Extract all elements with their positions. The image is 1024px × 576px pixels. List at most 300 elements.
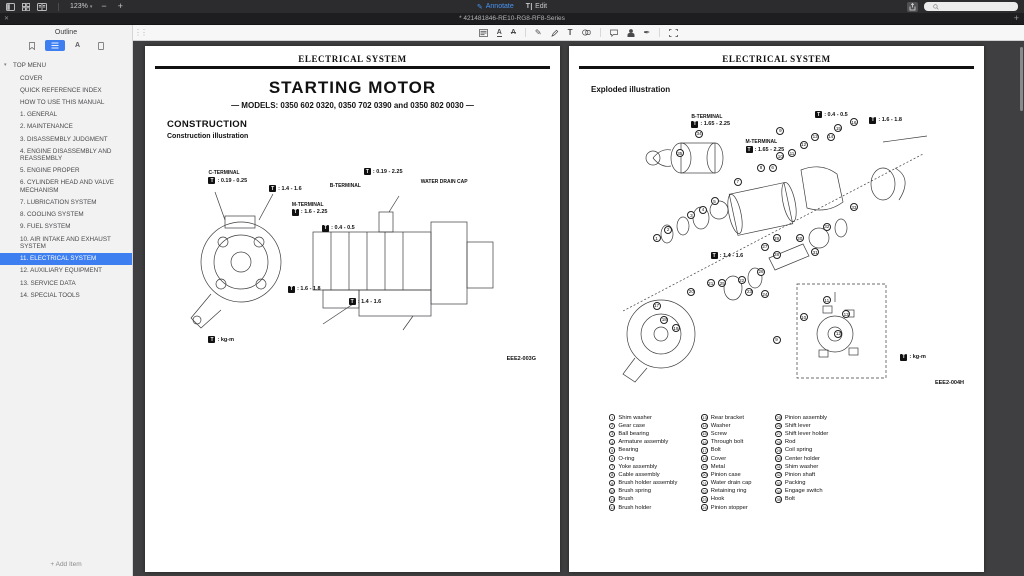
part-item (775, 495, 828, 503)
part-callout-number: 12 (801, 142, 807, 148)
outline-item-label: TOP MENU (13, 62, 47, 70)
part-callout-number: 17 (653, 303, 660, 309)
part-callout-number: 14 (828, 134, 834, 140)
part-callout-number: 5 (711, 197, 719, 205)
top-toolbar (0, 0, 1024, 13)
figure-code: EEE2-003G (506, 355, 536, 362)
part-number: 17 (702, 447, 707, 453)
part-callout-number: 33 (851, 204, 857, 210)
part-number: 7 (609, 464, 615, 470)
outline-item[interactable] (0, 221, 132, 233)
part-number: 2 (609, 423, 615, 429)
part-name: Rear bracket (710, 414, 744, 421)
outline-item-label: 6. CYLINDER HEAD AND VALVE MECHANISM (20, 179, 114, 194)
torque-value: : kg-m (909, 354, 926, 361)
part-name: Rod (784, 439, 796, 446)
part-callout-number: 31 (812, 249, 818, 255)
outline-item-label: 7. LUBRICATION SYSTEM (20, 199, 97, 207)
part-item (701, 479, 751, 487)
torque-label (746, 139, 785, 153)
parts-list (609, 414, 984, 512)
zoom-level-dropdown[interactable] (70, 3, 92, 10)
outline-item-label: 14. SPECIAL TOOLS (20, 291, 80, 299)
part-callout-number: 12 (835, 331, 841, 337)
part-number: 30 (776, 456, 781, 462)
part-item (775, 422, 828, 430)
add-item-button[interactable]: + Add Item (50, 561, 82, 568)
torque-value: : 1.6 - 1.8 (297, 286, 321, 293)
construction-illustration (163, 154, 542, 364)
part-callout-number: 9 (776, 127, 784, 135)
part-item (609, 422, 677, 430)
terminal-name: M-TERMINAL (291, 201, 324, 208)
part-name: Cover (710, 455, 727, 462)
outline-item[interactable] (0, 277, 132, 289)
terminal-name: WATER DRAIN CAP (420, 178, 468, 185)
part-callout-number: 27 (762, 244, 768, 249)
sidebar-title: Outline (54, 29, 78, 36)
part-number: 14 (702, 423, 707, 429)
document-tab-title[interactable]: * 421481846-RE10-RG8-RF8-Series (459, 15, 565, 22)
part-item (609, 463, 677, 471)
terminal-name: B-TERMINAL (329, 182, 361, 189)
part-number: 5 (609, 447, 615, 453)
page-title: STARTING MOTOR (268, 77, 437, 97)
part-name: Bolt (710, 447, 721, 454)
part-number: 6 (609, 455, 615, 461)
torque-label (269, 185, 302, 192)
outline-item-label: 3. DISASSEMBLY JUDGMENT (20, 135, 108, 143)
part-item (701, 446, 751, 454)
part-name: Yoke assembly (618, 463, 658, 470)
torque-label (208, 170, 247, 184)
part-callout-number: 18 (661, 317, 667, 323)
part-callout-number: 16 (851, 119, 857, 125)
part-name: Screw (710, 430, 727, 437)
torque-value: : 0.19 - 2.25 (372, 168, 403, 175)
torque-symbol-icon: T (871, 117, 875, 124)
part-item (701, 471, 751, 479)
outline-item-label: QUICK REFERENCE INDEX (20, 86, 102, 94)
part-name: Shift lever (784, 422, 811, 429)
models-line: — MODELS: 0350 602 0320, 0350 702 0390 and 0350 802 0030 — (231, 100, 474, 110)
part-callout-number: 1 (653, 234, 661, 242)
thumbnail-grid-button[interactable] (22, 3, 30, 11)
part-name: Pinion stopper (710, 504, 748, 511)
outline-item[interactable] (0, 177, 132, 197)
outline-item-label: 8. COOLING SYSTEM (20, 211, 84, 219)
part-number: 19 (702, 464, 707, 470)
part-number: 21 (702, 480, 707, 486)
part-name: Hook (710, 496, 725, 503)
part-name: O-ring (618, 455, 635, 462)
part-callout-number: 3 (687, 211, 695, 219)
torque-symbol-icon: T (290, 286, 294, 293)
part-name: Bolt (784, 496, 795, 503)
torque-symbol-icon: T (902, 354, 906, 361)
terminal-name: C-TERMINAL (208, 170, 240, 177)
outline-tree (0, 55, 132, 554)
chevron-down-icon: ▾ (89, 3, 93, 10)
part-callout-number: 13 (812, 134, 818, 140)
part-name: Washer (710, 422, 731, 429)
part-name: Armature assembly (618, 439, 669, 446)
part-number: 15 (702, 431, 707, 437)
torque-symbol-icon: T (210, 177, 214, 184)
part-callout-number: 15 (835, 125, 841, 131)
outline-sidebar (0, 25, 133, 576)
header-rule (579, 66, 974, 69)
torque-label (815, 111, 848, 118)
toolbar-divider (600, 28, 601, 37)
part-callout-number: 4 (699, 206, 707, 214)
outline-item[interactable] (0, 145, 132, 165)
part-item (609, 446, 677, 454)
outline-item[interactable] (0, 289, 132, 301)
outline-item-label: 4. ENGINE DISASSEMBLY AND REASSEMBLY (20, 147, 112, 163)
part-number: 18 (702, 456, 707, 462)
part-item (609, 430, 677, 438)
part-item (609, 504, 677, 512)
two-page-icon (37, 3, 47, 11)
part-number: 11 (610, 496, 615, 502)
part-callout-number: 32 (824, 224, 830, 230)
toolbar-divider (525, 28, 526, 37)
part-number: 22 (702, 488, 707, 494)
stamp-tool-button[interactable] (627, 29, 635, 37)
part-name: Brush holder assembly (618, 480, 678, 487)
outline-item[interactable] (0, 121, 132, 133)
marker-tool-button[interactable] (551, 29, 559, 37)
part-name: Metal (710, 463, 725, 470)
part-name: Brush (618, 496, 634, 503)
page-thumbnail-icon (98, 42, 104, 50)
part-item (609, 414, 677, 422)
torque-symbol-icon: T (365, 168, 369, 175)
part-callout-number: 8 (757, 164, 765, 172)
outline-item-label: 1. GENERAL (20, 111, 58, 119)
header-rule (155, 66, 550, 69)
exploded-labels (583, 106, 970, 388)
selection-brackets-icon (669, 29, 678, 37)
torque-value: : 0.4 - 0.5 (331, 225, 355, 232)
part-callout-number: 24 (762, 291, 768, 297)
part-item (775, 438, 828, 446)
marker-icon (551, 29, 559, 37)
part-item (701, 438, 751, 446)
torque-label (288, 286, 321, 293)
part-number: 3 (609, 431, 615, 437)
note-icon (610, 29, 618, 37)
outline-item-label: 12. AUXILIARY EQUIPMENT (20, 267, 103, 275)
outline-item[interactable] (0, 97, 132, 109)
part-callout-number: 25 (719, 280, 725, 286)
torque-label (292, 202, 328, 216)
torque-value: : 1.6 - 1.8 (878, 117, 902, 124)
part-item (701, 422, 751, 430)
part-number: 20 (702, 472, 707, 478)
torque-label (711, 252, 744, 259)
part-name: Retaining ring (710, 488, 747, 495)
outline-item-label: HOW TO USE THIS MANUAL (20, 98, 105, 106)
exploded-illustration (583, 106, 970, 388)
part-name: Pinion shaft (784, 471, 816, 478)
torque-symbol-icon: T (817, 111, 821, 118)
part-number: 32 (776, 472, 781, 478)
part-callout-number: 30 (797, 235, 803, 241)
page-header: ELECTRICAL SYSTEM (722, 54, 831, 64)
torque-value: : 1.65 - 2.25 (700, 121, 731, 128)
part-item (701, 430, 751, 438)
torque-value: : 0.19 - 0.25 (217, 177, 248, 184)
part-item (701, 463, 751, 471)
part-name: Shim washer (784, 463, 819, 470)
part-name: Brush holder (618, 504, 652, 511)
sidebar-tab-bookmarks[interactable] (22, 40, 42, 51)
highlight-tool-button[interactable] (479, 29, 488, 37)
toolbar-divider (58, 3, 59, 11)
underline-icon: A (496, 28, 502, 36)
torque-value: : kg-m (217, 336, 234, 343)
part-number: 34 (776, 488, 781, 494)
note-tool-button[interactable] (610, 29, 618, 37)
part-item (775, 463, 828, 471)
outline-item[interactable] (0, 233, 132, 253)
outline-item[interactable] (0, 165, 132, 177)
part-name: Shift lever holder (784, 430, 829, 437)
edit-mode-button[interactable]: T Edit (525, 3, 548, 10)
part-name: Center holder (784, 455, 820, 462)
part-number: 29 (776, 447, 781, 453)
part-item (609, 438, 677, 446)
torque-value: : 1.4 - 1.6 (278, 185, 302, 192)
underline-tool-button[interactable] (497, 29, 502, 37)
outline-item[interactable] (0, 60, 132, 72)
part-callout-number: 29 (773, 235, 780, 241)
part-number: 33 (776, 480, 781, 486)
part-name: Pinion case (710, 471, 741, 478)
torque-value: : 1.65 - 2.25 (754, 146, 785, 153)
part-name: Brush spring (618, 488, 651, 495)
toolbar-divider (659, 28, 660, 37)
document-area (133, 25, 1024, 576)
part-item (609, 479, 677, 487)
two-page-view-button[interactable] (37, 3, 47, 11)
bookmark-icon (29, 42, 35, 50)
close-icon: ✕ (4, 16, 10, 22)
part-name: Water drain cap (710, 480, 752, 487)
sidebar-icon (6, 3, 15, 11)
share-icon (909, 3, 916, 11)
subsection-heading: Construction illustration (167, 132, 249, 140)
part-callout-number: 26 (758, 269, 764, 275)
torque-symbol-icon: T (350, 298, 354, 305)
grid-icon (22, 3, 30, 11)
part-number: 4 (609, 439, 615, 445)
part-callout-number: 6 (769, 164, 777, 172)
torque-value: : 1.6 - 2.25 (300, 209, 328, 216)
part-name: Packing (784, 480, 806, 487)
manual-page-right (569, 46, 984, 572)
zoom-in-button[interactable]: + (117, 1, 123, 11)
part-callout-number: 19 (673, 325, 679, 331)
torque-symbol-icon: T (324, 225, 328, 232)
part-number: 13 (702, 415, 707, 421)
outline-item[interactable] (0, 209, 132, 221)
part-callout-number: 35 (677, 150, 683, 156)
section-heading: Exploded illustration (591, 84, 671, 94)
zoom-level-value: 123% (70, 3, 88, 10)
parts-column-1 (609, 414, 677, 512)
outline-item[interactable] (0, 109, 132, 121)
vertical-scrollbar[interactable] (1020, 47, 1023, 572)
part-number: 25 (776, 415, 781, 421)
part-name: Coil spring (784, 447, 813, 454)
part-item (701, 487, 751, 495)
outline-item[interactable] (0, 253, 132, 265)
sidebar-tab-thumbnails[interactable] (91, 40, 111, 51)
zoom-out-button[interactable]: − (101, 1, 107, 11)
part-callout-number: 34 (696, 131, 702, 137)
outline-item[interactable] (0, 265, 132, 277)
shapes-icon (582, 29, 591, 36)
scrollbar-thumb[interactable] (1020, 47, 1023, 111)
part-number: 10 (610, 488, 615, 494)
part-item (701, 414, 751, 422)
part-name: Cable assembly (618, 471, 660, 478)
torque-symbol-icon: T (747, 146, 751, 153)
part-item (775, 430, 828, 438)
part-number: 27 (776, 431, 781, 437)
outline-item[interactable] (0, 84, 132, 96)
fountain-pen-icon: ✒ (643, 28, 651, 37)
outline-item-label: 11. ELECTRICAL SYSTEM (20, 255, 97, 263)
part-number: 16 (702, 439, 707, 445)
torque-label (421, 179, 468, 186)
torque-value: : 1.4 - 1.6 (719, 252, 744, 259)
section-heading: CONSTRUCTION (167, 118, 248, 130)
part-item (609, 471, 677, 479)
part-callout-number: 13 (843, 311, 849, 317)
text-edit-icon: T (525, 3, 531, 10)
part-item (775, 471, 828, 479)
torque-label (869, 117, 902, 124)
torque-label (330, 183, 361, 190)
part-callout-number: 2 (664, 226, 672, 234)
tab-close-button[interactable] (4, 15, 9, 22)
part-name: Gear case (618, 422, 646, 429)
part-number: 31 (776, 464, 781, 470)
part-callout-number: 21 (708, 280, 714, 286)
torque-label (322, 225, 355, 232)
part-number: 1 (609, 414, 615, 420)
part-name: Shim washer (618, 414, 652, 421)
pen-tool-button[interactable] (535, 28, 542, 37)
search-input[interactable] (939, 3, 1009, 11)
outline-item-label: 10. AIR INTAKE AND EXHAUST SYSTEM (20, 235, 111, 251)
torque-symbol-icon: T (693, 121, 697, 128)
select-tool-button[interactable] (669, 29, 678, 37)
annotate-mode-button[interactable]: ✎ Annotate (476, 3, 514, 11)
part-item (775, 414, 828, 422)
part-name: Engage switch (784, 488, 823, 495)
figure-code: EEE2-004H (934, 379, 964, 386)
torque-label (691, 114, 730, 128)
part-callout-number: 10 (777, 153, 783, 159)
part-callout-number: 7 (734, 178, 742, 186)
part-name: Bearing (618, 447, 639, 454)
part-callout-number: 20 (688, 289, 694, 295)
part-callout-number: 22 (739, 277, 745, 283)
pen-icon: ✎ (476, 3, 483, 11)
sidebar-tab-strip (0, 39, 132, 55)
part-item (701, 454, 751, 462)
outline-item[interactable] (0, 133, 132, 145)
torque-symbol-icon: T (293, 209, 297, 216)
part-item (775, 487, 828, 495)
part-item (775, 479, 828, 487)
pages-pane (133, 41, 1024, 576)
text-icon: T (567, 28, 573, 37)
part-number: 9 (609, 480, 615, 486)
stamp-icon (627, 29, 635, 37)
outline-item-label: 2. MAINTENANCE (20, 123, 73, 131)
sidebar-tab-outline[interactable] (45, 40, 65, 51)
new-tab-button[interactable] (1014, 14, 1019, 23)
torque-value: : 1.4 - 1.6 (357, 298, 382, 305)
part-callout-number: 11 (824, 297, 830, 303)
terminal-name: B-TERMINAL (691, 113, 723, 120)
outline-item[interactable] (0, 197, 132, 209)
part-callout-number: 11 (789, 150, 795, 156)
part-name: Through bolt (710, 439, 744, 446)
construction-labels (163, 154, 542, 364)
part-name: Ball bearing (618, 430, 650, 437)
terminal-name: M-TERMINAL (745, 139, 778, 146)
strikethrough-icon: A (510, 29, 516, 36)
shapes-tool-button[interactable] (582, 29, 591, 36)
signature-tool-button[interactable] (644, 28, 651, 37)
sidebar-resize-handle[interactable]: ⋮⋮ (134, 28, 146, 37)
torque-value: : 0.4 - 0.5 (824, 111, 848, 118)
part-callout-number: 10 (801, 314, 807, 320)
torque-label (900, 354, 926, 361)
part-number: 35 (776, 496, 781, 502)
strikethrough-tool-button[interactable] (511, 29, 516, 36)
part-number: 24 (702, 505, 707, 511)
highlight-icon (479, 29, 488, 37)
sidebar-toggle-button[interactable] (6, 3, 15, 11)
tab-bar (0, 13, 1024, 25)
sidebar-tab-annotations[interactable] (68, 40, 88, 51)
outline-item-label: 9. FUEL SYSTEM (20, 223, 71, 231)
plus-icon: + (1013, 13, 1019, 23)
search-field[interactable] (924, 2, 1018, 11)
share-button[interactable] (907, 2, 918, 12)
parts-column-2 (701, 414, 751, 512)
outline-item-label: 5. ENGINE PROPER (20, 167, 80, 175)
part-callout-number: 9 (773, 336, 781, 344)
part-item (775, 446, 828, 454)
disclosure-triangle-icon[interactable]: ▾ (4, 62, 7, 68)
part-callout-number: 28 (773, 252, 780, 258)
part-item (609, 454, 677, 462)
part-number: 12 (610, 505, 615, 511)
outline-item[interactable] (0, 72, 132, 84)
page-header: ELECTRICAL SYSTEM (298, 54, 407, 64)
part-item (775, 454, 828, 462)
text-tool-button[interactable] (568, 28, 573, 37)
